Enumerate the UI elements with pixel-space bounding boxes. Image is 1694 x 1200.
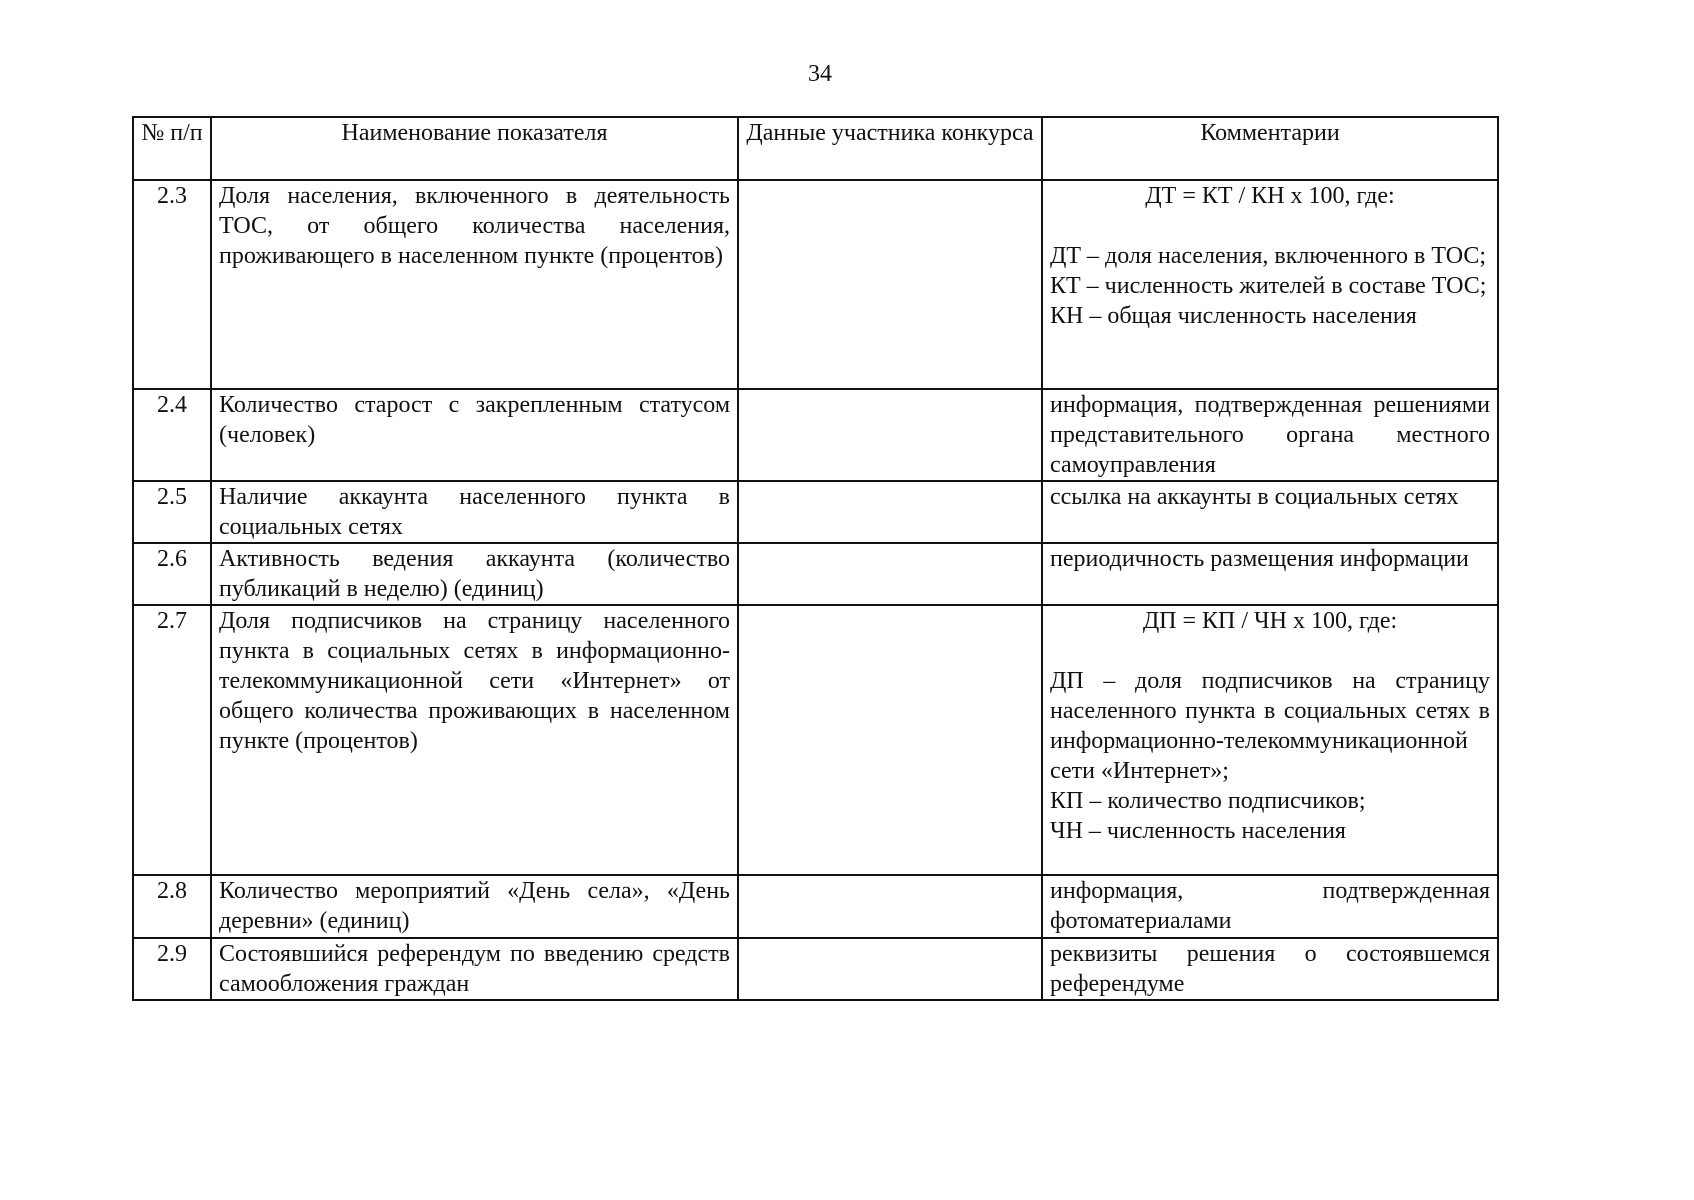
comment-cell [1042, 605, 1498, 875]
comment-cell: периодичность размещения информации [1042, 543, 1498, 605]
comment-line: ЧН – численность населения [1050, 818, 1346, 844]
participant-data-cell [738, 481, 1042, 543]
spacer [1050, 636, 1490, 666]
row-number: 2.4 [133, 389, 211, 481]
row-number: 2.5 [133, 481, 211, 543]
table-row [133, 180, 1498, 389]
row-number: 2.9 [133, 938, 211, 1000]
header-comment: Комментарии [1042, 117, 1498, 180]
row-number: 2.7 [133, 605, 211, 875]
indicator-name: Активность ведения аккаунта (количество публикаций в неделю) (единиц) [211, 543, 738, 605]
comment-cell: ссылка на аккаунты в социальных сетях [1042, 481, 1498, 543]
header-num: № п/п [133, 117, 211, 180]
comment-line: ДТ – доля населения, включенного в ТОС; [1050, 243, 1487, 269]
table-row [133, 481, 1498, 543]
comment-line: КН – общая численность населения [1050, 303, 1417, 329]
formula: ДП = КП / ЧН х 100, где: [1142, 608, 1398, 634]
formula: ДТ = КТ / КН х 100, где: [1145, 183, 1395, 209]
comment-cell: реквизиты решения о состоявшемся референдуме [1042, 938, 1498, 1000]
comment-line: КТ – численность жителей в составе ТОС; [1050, 273, 1487, 299]
spacer [1050, 211, 1490, 241]
indicator-name: Доля населения, включенного в деятельность ТОС, от общего количества населения, проживающего в населенном пункте (процентов) [211, 180, 738, 389]
row-number: 2.8 [133, 875, 211, 938]
indicator-name: Количество мероприятий «День села», «День деревни» (единиц) [211, 875, 738, 938]
indicator-name: Доля подписчиков на страницу населенного пункта в социальных сетях в информационно-телекоммуникационной сети «Интернет» от общего количества проживающих в населенном пункте (процентов) [211, 605, 738, 875]
comment-cell: информация, подтвержденная фотоматериалами [1042, 875, 1498, 938]
participant-data-cell [738, 543, 1042, 605]
table-row [133, 938, 1498, 1000]
indicator-name: Количество старост с закрепленным статусом (человек) [211, 389, 738, 481]
comment-line: ДП – доля подписчиков на страницу населенного пункта в социальных сетях в информационно-телекоммуникационной сети «Интернет»; [1050, 668, 1490, 784]
comment-cell: информация, подтвержденная решениями представительного органа местного самоуправления [1042, 389, 1498, 481]
page-number: 34 [808, 61, 832, 87]
row-number: 2.6 [133, 543, 211, 605]
indicator-name: Наличие аккаунта населенного пункта в социальных сетях [211, 481, 738, 543]
header-data: Данные участника конкурса [738, 117, 1042, 180]
indicator-name: Состоявшийся референдум по введению средств самообложения граждан [211, 938, 738, 1000]
participant-data-cell [738, 875, 1042, 938]
participant-data-cell [738, 180, 1042, 389]
comment-line: КП – количество подписчиков; [1050, 788, 1366, 814]
participant-data-cell [738, 389, 1042, 481]
table-row [133, 875, 1498, 938]
header-name: Наименование показателя [211, 117, 738, 180]
comment-cell [1042, 180, 1498, 389]
row-number: 2.3 [133, 180, 211, 389]
table-row [133, 543, 1498, 605]
indicators-table [132, 116, 1499, 1001]
participant-data-cell [738, 605, 1042, 875]
participant-data-cell [738, 938, 1042, 1000]
table-row [133, 605, 1498, 875]
table-header-row [133, 117, 1498, 180]
table-row [133, 389, 1498, 481]
